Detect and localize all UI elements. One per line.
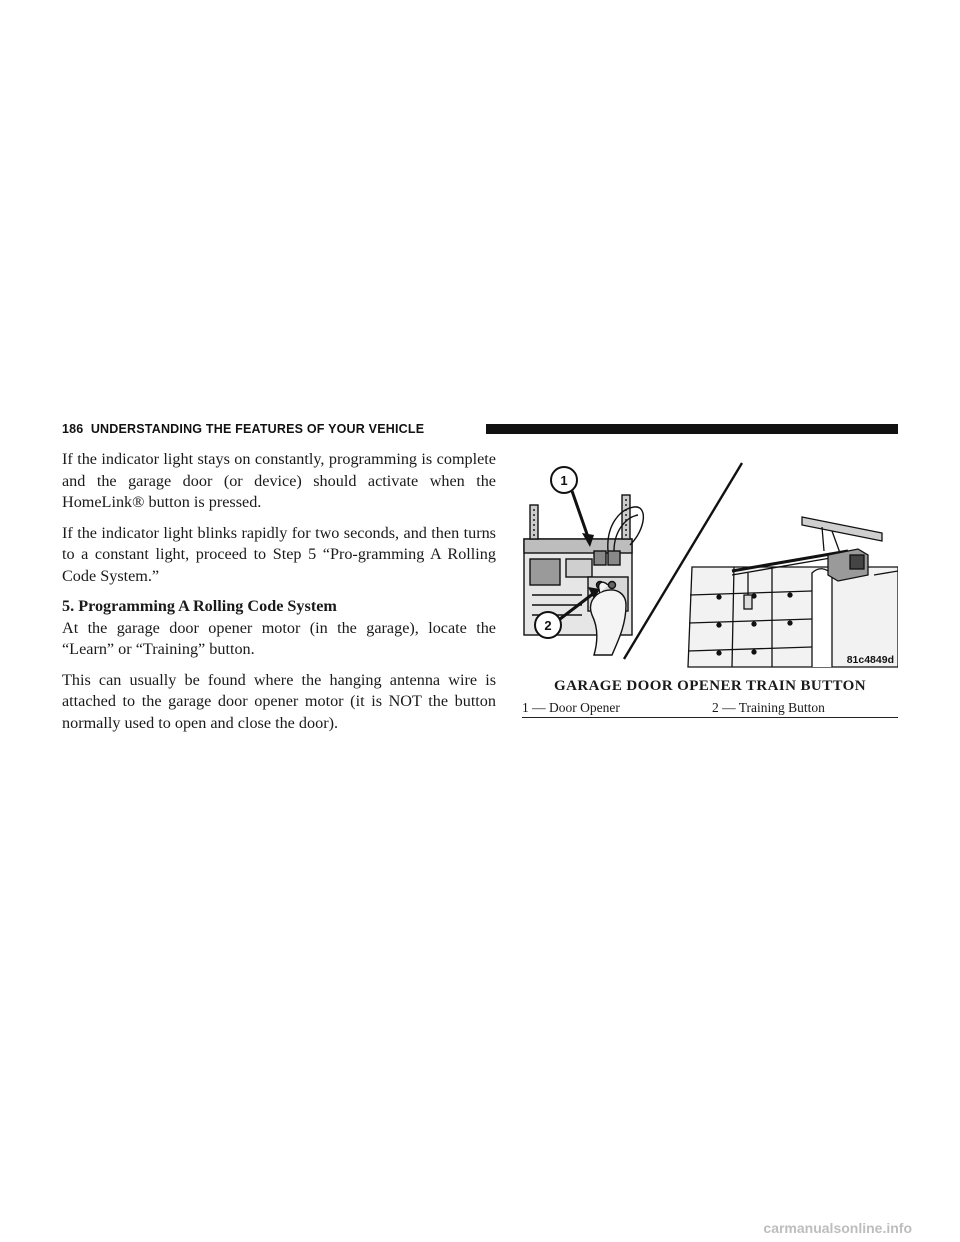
body-text-column [62, 449, 496, 743]
header-rule [486, 424, 898, 434]
legend-training-button: 2 — Training Button [712, 700, 825, 715]
callout-1-label: 1 [560, 473, 568, 488]
callout-1 [551, 467, 594, 547]
illustration-svg [522, 455, 898, 669]
page-number: 186 [62, 422, 84, 436]
figure-legend [522, 700, 898, 718]
paragraph-locate-button: At the garage door opener motor (in the garage), locate the “Learn” or “Training” button. [62, 618, 496, 658]
section-heading: 5. Programming A Rolling Code System [62, 597, 337, 615]
watermark: carmanualsonline.info [763, 1220, 912, 1236]
section-title: UNDERSTANDING THE FEATURES OF YOUR VEHICLE [90, 422, 425, 436]
page-header [62, 422, 898, 436]
callout-2-label: 2 [544, 618, 552, 633]
image-code: 81c4849d [846, 654, 894, 666]
paragraph-indicator-blinks: If the indicator light blinks rapidly for two seconds, and then turns to a constant light, proceed to Step 5 “Pro-gramming A Rolling Code System.” [62, 523, 496, 585]
garage-door-opener-illustration [522, 455, 898, 669]
header-text [62, 422, 424, 436]
paragraph-antenna-wire: This can usually be found where the hanging antenna wire is attached to the garage door opener motor (it is NOT the button normally used to open and close the door). [62, 670, 496, 732]
legend-door-opener: 1 — Door Opener [522, 700, 620, 715]
garage-view [688, 517, 898, 667]
paragraph-indicator-constant: If the indicator light stays on constantly, programming is complete and the garage door (or device) should activate when the HomeLink® button is pressed. [62, 450, 496, 511]
figure-title: GARAGE DOOR OPENER TRAIN BUTTON [554, 678, 866, 694]
